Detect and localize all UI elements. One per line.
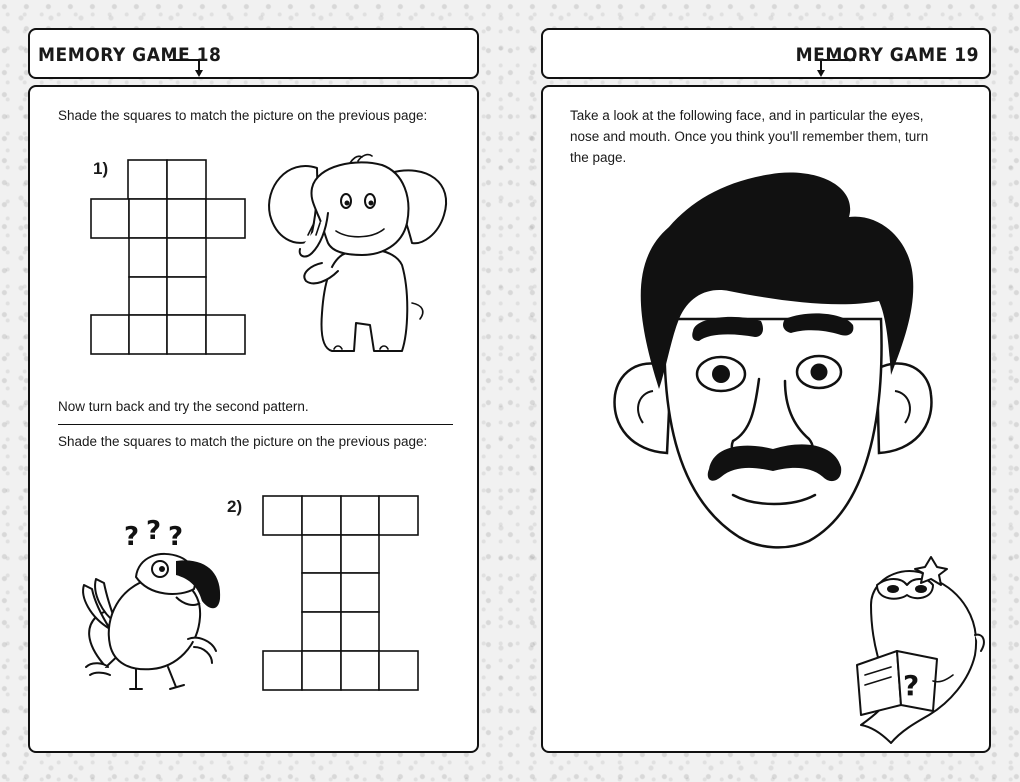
grid-cell (263, 651, 302, 690)
grid-cell (302, 612, 341, 651)
left-header-box (28, 28, 479, 79)
face-instruction-line-2: nose and mouth. Once you think you'll remember them, turn (570, 129, 929, 144)
face-instruction-line-3: the page. (570, 150, 627, 165)
right-ear (877, 363, 931, 453)
face-illustration (609, 169, 939, 554)
grid-cell (129, 277, 167, 315)
turn-back-text: Now turn back and try the second pattern. (58, 399, 309, 414)
pattern-2-label: 2) (227, 497, 243, 516)
grid-cell (341, 496, 379, 535)
grid-cell (302, 496, 341, 535)
grid-cell (167, 199, 206, 238)
grid-cell (206, 315, 245, 354)
left-content-box (28, 85, 479, 753)
elephant-illustration (262, 153, 454, 358)
svg-text:?: ? (124, 522, 140, 552)
parrot-illustration (76, 517, 226, 697)
grid-cell (167, 315, 206, 354)
grid-cell (167, 238, 206, 277)
svg-text:?: ? (903, 669, 920, 702)
grid-cell (341, 612, 379, 651)
svg-text:?: ? (168, 522, 184, 552)
instruction-text-1: Shade the squares to match the picture on the previous page: (58, 108, 428, 123)
arrow-down-right-icon (167, 50, 209, 80)
grid-pattern-2[interactable] (262, 495, 422, 693)
pattern-1-label: 1) (93, 159, 109, 178)
grid-cell (302, 651, 341, 690)
grid-cell (206, 199, 245, 238)
right-header-box (541, 28, 991, 79)
svg-text:?: ? (146, 517, 162, 546)
right-content-box (541, 85, 991, 753)
left-page-title: MEMORY GAME 18 (38, 44, 222, 66)
grid-pattern-1[interactable] (90, 159, 248, 357)
grid-cell (263, 496, 302, 535)
grid-cell (167, 277, 206, 315)
grid-cell (128, 160, 167, 199)
face-instruction-line-1: Take a look at the following face, and in particular the eyes, (570, 108, 924, 123)
grid-cell (379, 651, 418, 690)
grid-cell (129, 238, 167, 277)
grid-cell (91, 199, 129, 238)
right-page-title: MEMORY GAME 19 (795, 44, 979, 66)
divider-line (58, 424, 453, 425)
grid-cell (302, 535, 341, 573)
grid-cell (302, 573, 341, 612)
grid-cell (341, 651, 379, 690)
grid-cell (129, 315, 167, 354)
grid-cell (129, 199, 167, 238)
grid-cell (341, 535, 379, 573)
grid-cell (379, 496, 418, 535)
grid-cell (341, 573, 379, 612)
dolphin-illustration (841, 555, 987, 747)
grid-cell (91, 315, 129, 354)
face-shape (664, 319, 881, 547)
grid-cell (167, 160, 206, 199)
instruction-text-2: Shade the squares to match the picture on the previous page: (58, 434, 428, 449)
